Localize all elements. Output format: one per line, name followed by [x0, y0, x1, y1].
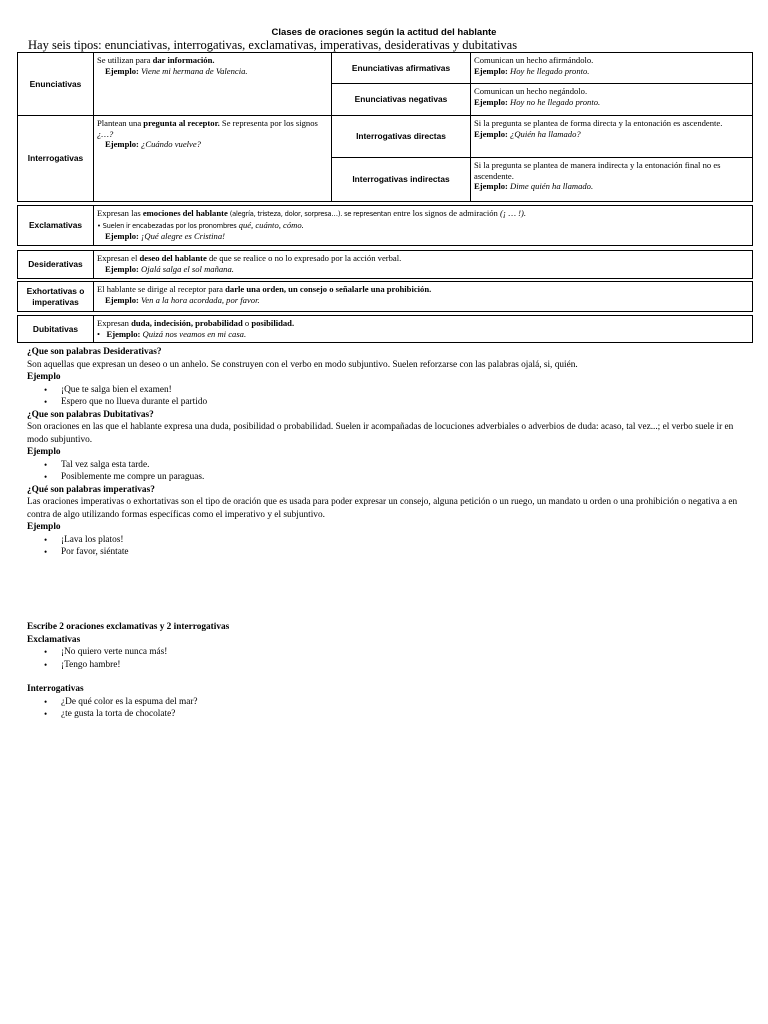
list-item: • ¡Tengo hambre!: [44, 659, 121, 670]
desc-directas: Si la pregunta se plantea de forma directa y la entonación es ascendente. Ejemplo: ¿Quién ha llamado?: [471, 116, 753, 158]
definitions-section: [27, 346, 742, 559]
heading-desiderativas: ¿Que son palabras Desiderativas?: [27, 347, 162, 357]
heading-ejemplo: Ejemplo: [27, 447, 61, 457]
sub-label-afirmativas: Enunciativas afirmativas: [332, 53, 471, 84]
desc-exhortativas: El hablante se dirige al receptor para darle una orden, un consejo o señalarle una prohibición. Ejemplo: Ven a la hora acordada, por favor.: [94, 282, 753, 312]
desc-interrogativas: Plantean una pregunta al receptor. Se representa por los signos ¿…? Ejemplo: ¿Cuándo vuelve?: [94, 116, 332, 202]
desc-exclamativas: Expresan las emociones del hablante (alegría, tristeza, dolor, sorpresa…). se representan entre los signos de admiración (¡ … !). • Suelen ir encabezadas por los pronombres qué, cuánto, cómo. Ejemplo: ¡Qué alegre es Cristina!: [94, 206, 753, 246]
row-label-dubitativas: Dubitativas: [18, 316, 94, 343]
heading-ejemplo: Ejemplo: [27, 522, 61, 532]
bullet-icon: •: [97, 328, 101, 339]
paragraph-dubitativas: Son oraciones en las que el hablante expresa una duda, posibilidad o probabilidad. Suelen ir acompañadas de locuciones adverbiales o adverbios de duda: acaso, tal vez...; el verbo suele ir en modo subjuntivo.: [27, 422, 734, 445]
sub-label-directas: Interrogativas directas: [332, 116, 471, 158]
list-exclamativas: [27, 646, 742, 671]
list-imperativas: [27, 534, 742, 559]
desc-desiderativas: Expresan el deseo del hablante de que se realice o no lo expresado por la acción verbal. Ejemplo: Ojalá salga el sol mañana.: [94, 251, 753, 279]
table-exhortativas: [17, 281, 753, 312]
sentence-types-table: [17, 52, 753, 202]
row-label-interrogativas: Interrogativas: [18, 116, 94, 202]
table-dubitativas: [17, 315, 753, 343]
list-item: • Posiblemente me compre un paraguas.: [44, 472, 205, 482]
list-item: • Espero que no llueva durante el partido: [44, 397, 208, 407]
list-item: • ¡No quiero verte nunca más!: [44, 647, 168, 657]
paragraph-imperativas: Las oraciones imperativas o exhortativas son el tipo de oración que es usada para poder expresar un consejo, alguna petición o un ruego, un mandato u orden o una prohibición o negativa a en contra de algo utilizando formas específicas como el imperativo y el subjuntivo.: [27, 497, 738, 520]
desc-dubitativas: Expresan duda, indecisión, probabilidad o posibilidad. • Ejemplo: Quizá nos veamos en mi casa.: [94, 316, 753, 343]
desc-enunciativas: Se utilizan para dar información. Ejemplo: Viene mi hermana de Valencia.: [94, 53, 332, 116]
row-label-desiderativas: Desiderativas: [18, 251, 94, 279]
exercise-title: Escribe 2 oraciones exclamativas y 2 interrogativas: [27, 622, 230, 632]
list-desiderativas: [27, 384, 742, 409]
list-item: • Por favor, siéntate: [44, 547, 129, 557]
desc-indirectas: Si la pregunta se plantea de manera indirecta y la entonación final no es ascendente. Ejemplo: Dime quién ha llamado.: [471, 158, 753, 202]
list-interrogativas: [27, 696, 742, 721]
row-label-enunciativas: Enunciativas: [18, 53, 94, 116]
heading-exclamativas: Exclamativas: [27, 634, 81, 645]
paragraph-desiderativas: Son aquellas que expresan un deseo o un anhelo. Se construyen con el verbo en modo subjuntivo. Suelen reforzarse con las palabras ojalá, si, quién.: [27, 359, 578, 370]
table-exclamativas: [17, 205, 753, 246]
exercise-section: [27, 621, 742, 721]
heading-dubitativas: ¿Que son palabras Dubitativas?: [27, 409, 154, 420]
table-desiderativas: [17, 250, 753, 279]
desc-afirmativas: Comunican un hecho afirmándolo. Ejemplo: Hoy he llegado pronto.: [471, 53, 753, 84]
list-item: • ¡Que te salga bien el examen!: [44, 384, 172, 395]
heading-ejemplo: Ejemplo: [27, 372, 61, 382]
list-item: • ¿te gusta la torta de chocolate?: [44, 709, 176, 719]
heading-imperativas: ¿Qué son palabras imperativas?: [27, 484, 155, 495]
row-label-exhortativas: Exhortativas o imperativas: [18, 282, 94, 312]
list-item: • ¡Lava los platos!: [44, 534, 124, 545]
list-dubitativas: [27, 459, 742, 484]
sub-label-indirectas: Interrogativas indirectas: [332, 158, 471, 202]
sub-label-negativas: Enunciativas negativas: [332, 84, 471, 116]
heading-interrogativas: Interrogativas: [27, 684, 84, 694]
list-item: • Tal vez salga esta tarde.: [44, 459, 150, 470]
document-title: Clases de oraciones según la actitud del hablante: [271, 27, 497, 38]
document-subtitle: Hay seis tipos: enunciativas, interrogativas, exclamativas, imperativas, desiderativas y dubitativas: [28, 38, 518, 52]
desc-negativas: Comunican un hecho negándolo. Ejemplo: Hoy no he llegado pronto.: [471, 84, 753, 116]
row-label-exclamativas: Exclamativas: [18, 206, 94, 246]
list-item: • ¿De qué color es la espuma del mar?: [44, 696, 198, 707]
